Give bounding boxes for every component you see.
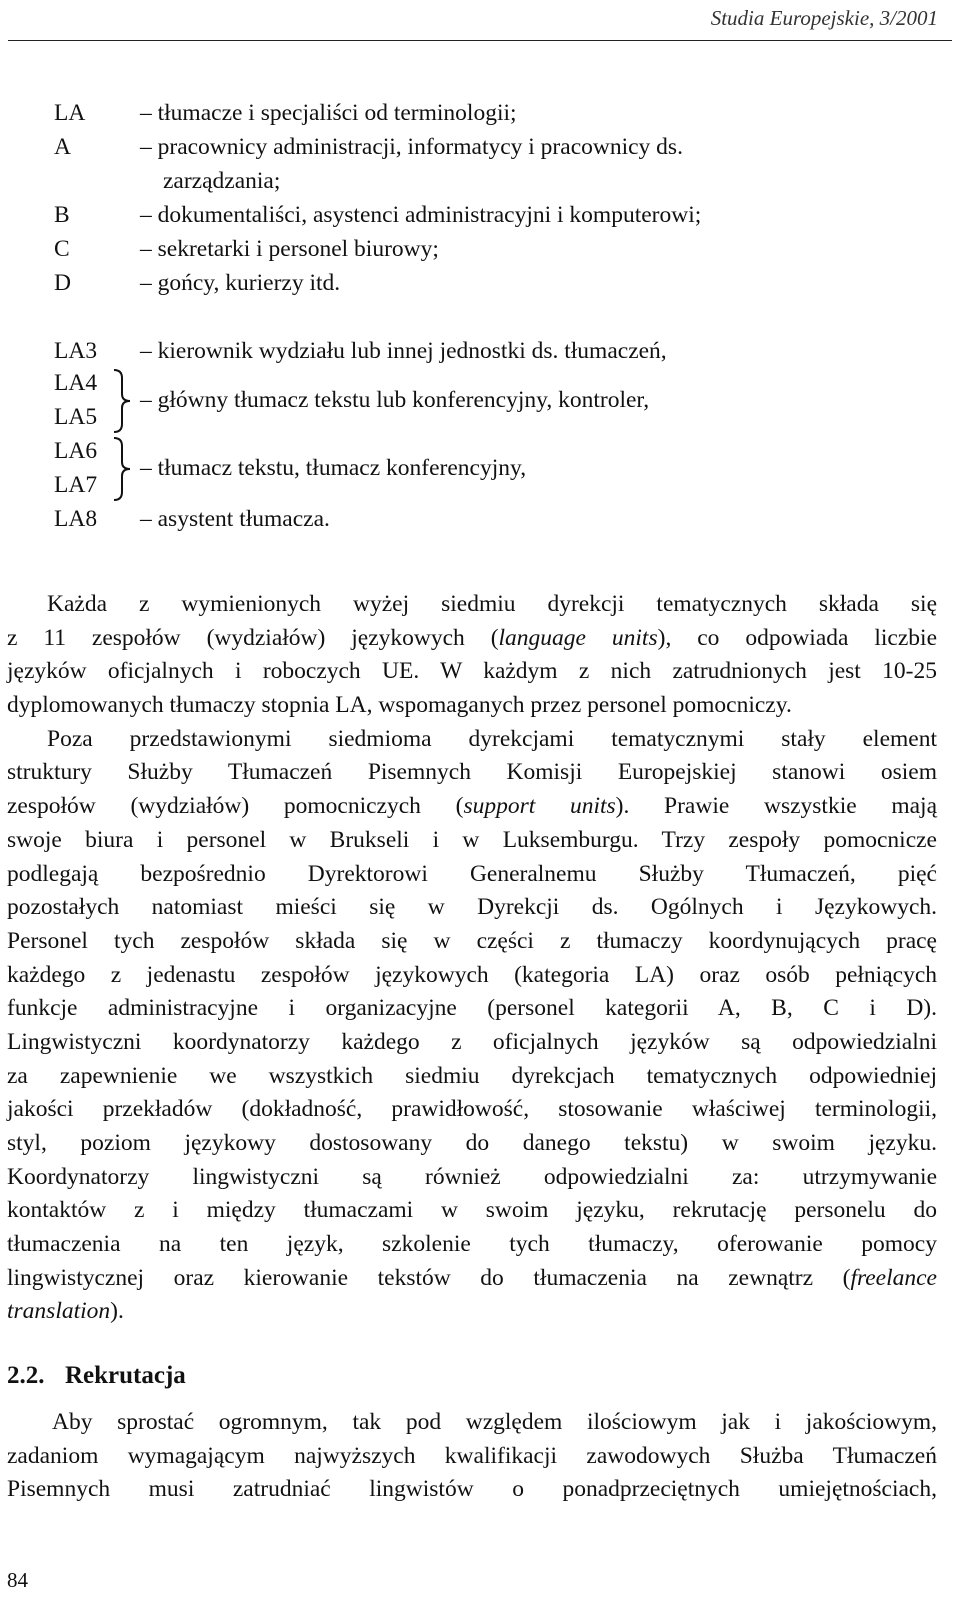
italic-term: language units — [498, 624, 658, 651]
italic-term: support units — [463, 793, 616, 820]
text-fragment: ). Prawie wszystkie mają — [615, 793, 938, 820]
text-line — [7, 1295, 937, 1329]
grade-desc-la3: – kierownik wydziału lub innej jednostki ds. tłumaczeń, — [140, 338, 667, 364]
text-fragment: zespołów (wydziałów) pomocniczych ( — [7, 793, 464, 820]
grade-code-la6: LA6 — [54, 438, 98, 464]
section-paragraph — [7, 1406, 937, 1507]
category-code: LA — [54, 100, 86, 126]
text-line: Koordynatorzy lingwistyczni są również odpowiedzialni za: utrzymywanie — [7, 1163, 937, 1190]
text-line: podlegają bezpośrednio Dyrektorowi Generalnemu Służby Tłumaczeń, pięć — [7, 860, 937, 887]
text-line: Lingwistyczni koordynatorzy każdego z oficjalnych języków są odpowiedzialni — [7, 1028, 937, 1055]
text-line — [7, 1262, 937, 1296]
grade-code-la5: LA5 — [54, 404, 98, 430]
page-number: 84 — [7, 1568, 28, 1592]
right-brace-icon — [112, 436, 134, 502]
text-fragment: ). — [110, 1298, 124, 1325]
grade-code-la8: LA8 — [54, 506, 98, 532]
grade-code-la3: LA3 — [54, 338, 98, 364]
text-line: funkcje administracyjne i organizacyjne (personel kategorii A, B, C i D). — [7, 995, 937, 1022]
text-fragment: z 11 zespołów (wydziałów) językowych ( — [7, 624, 499, 651]
category-desc: – tłumacze i specjaliści od terminologii; — [140, 100, 517, 126]
text-line: swoje biura i personel w Brukseli i w Luksemburgu. Trzy zespoły pomocnicze — [7, 826, 937, 853]
text-line: Pisemnych musi zatrudniać lingwistów o ponadprzeciętnych umiejętnościach, — [7, 1476, 937, 1503]
category-desc: – dokumentaliści, asystenci administracyjni i komputerowi; — [140, 202, 702, 228]
grade-code-la7: LA7 — [54, 472, 98, 498]
grade-code-la4: LA4 — [54, 370, 98, 396]
text-line: języków oficjalnych i roboczych UE. W każdym z nich zatrudnionych jest 10-25 — [7, 658, 937, 685]
journal-title: Studia Europejskie, 3/2001 — [710, 6, 938, 30]
text-line: Poza przedstawionymi siedmioma dyrekcjami tematycznymi stały element — [47, 725, 937, 752]
text-line: za zapewnienie we wszystkich siedmiu dyrekcjach tematycznych odpowiedniej — [7, 1062, 937, 1089]
text-line: kontaktów z i między tłumaczami w swoim języku, rekrutację personelu do — [7, 1197, 937, 1224]
text-line: dyplomowanych tłumaczy stopnia LA, wspomaganych przez personel pomocniczy. — [7, 692, 792, 719]
category-code: A — [54, 134, 71, 160]
text-line: każdego z jedenastu zespołów językowych (kategoria LA) oraz osób pełniących — [7, 961, 937, 988]
grade-desc-la6-la7: – tłumacz tekstu, tłumacz konferencyjny, — [140, 455, 527, 481]
body-paragraphs — [7, 588, 937, 1329]
category-desc: – sekretarki i personel biurowy; — [140, 236, 439, 262]
italic-term: translation — [7, 1298, 111, 1325]
text-line: tłumaczenia na ten język, szkolenie tych tłumaczy, oferowanie pomocy — [7, 1231, 937, 1258]
text-line — [7, 622, 937, 656]
text-line: struktury Służby Tłumaczeń Pisemnych Komisji Europejskiej stanowi osiem — [7, 759, 937, 786]
grade-desc-la8: – asystent tłumacza. — [140, 506, 330, 532]
text-line: zadaniom wymagającym najwyższych kwalifikacji zawodowych Służba Tłumaczeń — [7, 1442, 937, 1469]
section-number: 2.2. — [7, 1362, 45, 1389]
italic-term: freelance — [850, 1264, 937, 1291]
text-line — [7, 790, 937, 824]
right-brace-icon — [112, 368, 134, 434]
text-fragment: lingwistycznej oraz kierowanie tekstów do tłumaczenia na zewnątrz ( — [7, 1264, 851, 1291]
section-title: Rekrutacja — [65, 1362, 186, 1389]
category-desc-continuation: zarządzania; — [163, 168, 281, 194]
text-line: jakości przekładów (dokładność, prawidłowość, stosowanie właściwej terminologii, — [7, 1096, 937, 1123]
category-code: B — [54, 202, 70, 228]
category-desc: – gońcy, kurierzy itd. — [140, 270, 341, 296]
section-heading — [7, 1362, 186, 1390]
running-header — [0, 0, 960, 40]
category-code: D — [54, 270, 71, 296]
text-fragment: ), co odpowiada liczbie — [657, 624, 937, 651]
text-line: pozostałych natomiast mieści się w Dyrekcji ds. Ogólnych i Językowych. — [7, 894, 937, 921]
category-code: C — [54, 236, 70, 262]
header-rule — [8, 40, 952, 41]
text-line: styl, poziom językowy dostosowany do danego tekstu) w swoim języku. — [7, 1130, 937, 1156]
grade-desc-la4-la5: – główny tłumacz tekstu lub konferencyjny, kontroler, — [140, 387, 650, 413]
text-line: Aby sprostać ogromnym, tak pod względem ilościowym jak i jakościowym, — [52, 1409, 937, 1435]
text-line: Każda z wymienionych wyżej siedmiu dyrekcji tematycznych składa się — [47, 591, 937, 617]
category-desc: – pracownicy administracji, informatycy i pracownicy ds. — [140, 134, 683, 160]
text-line: Personel tych zespołów składa się w części z tłumaczy koordynujących pracę — [7, 927, 937, 954]
